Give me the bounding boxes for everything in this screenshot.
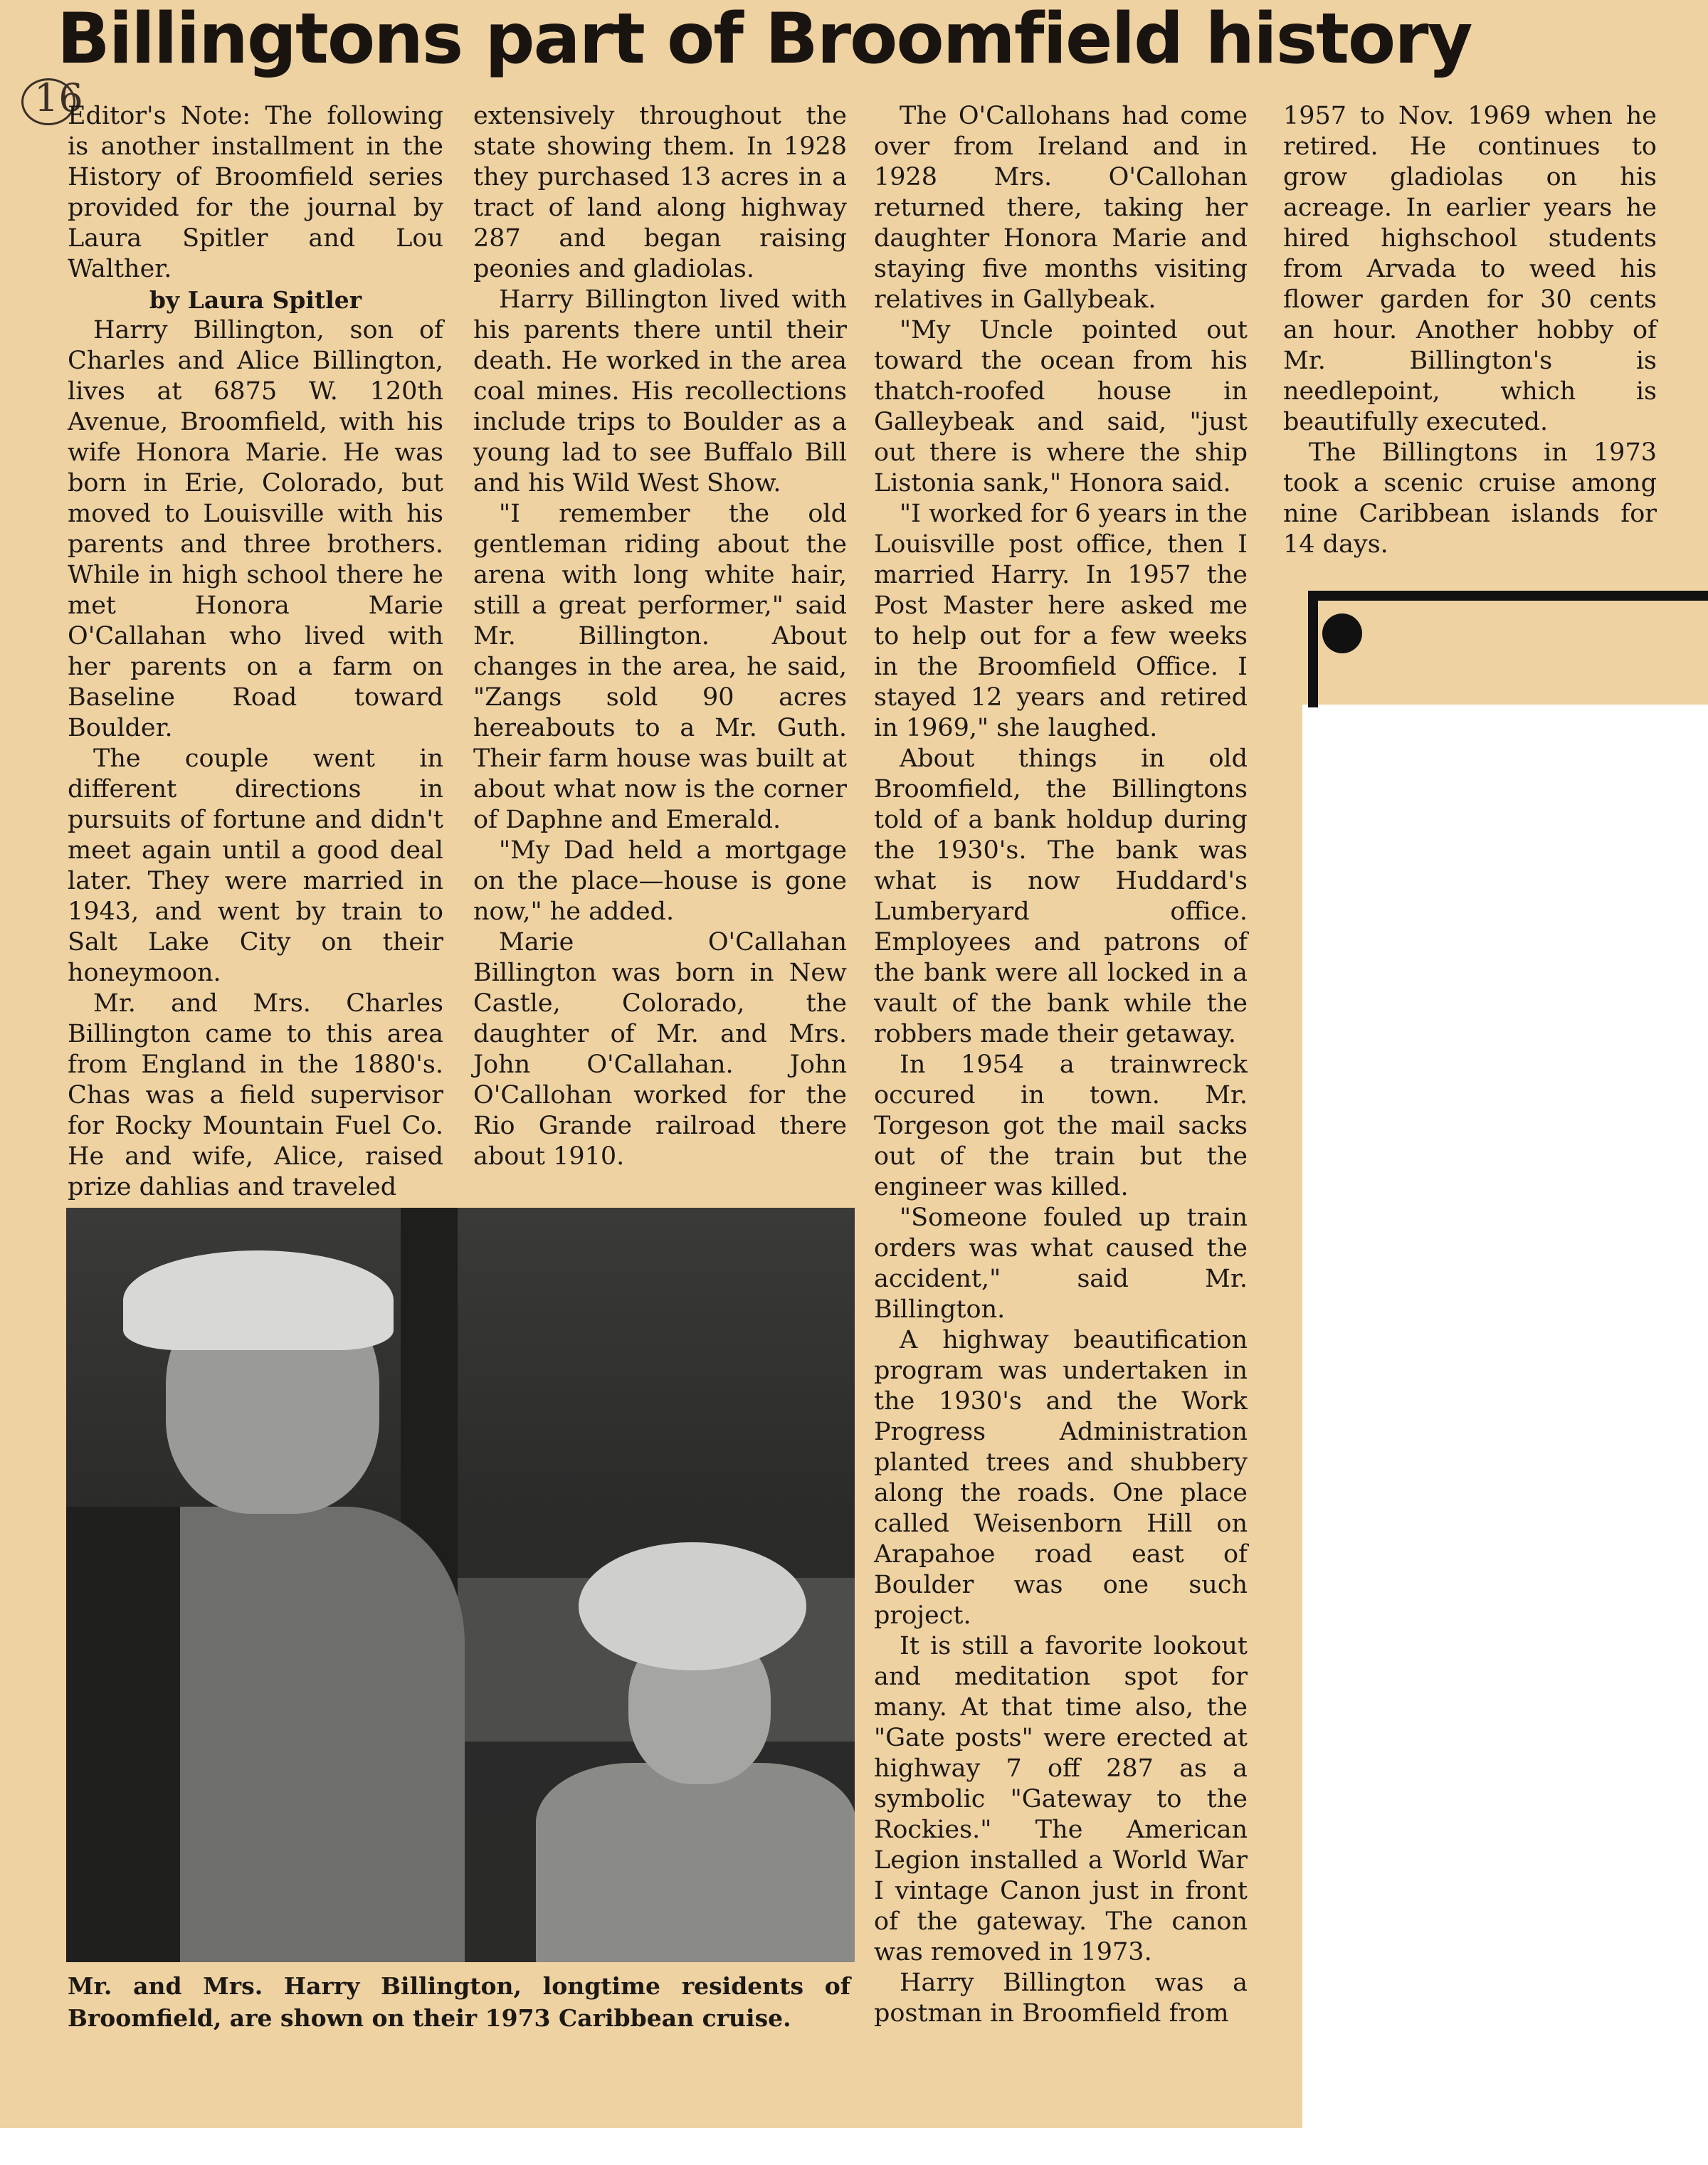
paragraph: "I worked for 6 years in the Louisville post office, then I married Harry. In 1957 the Post Master here asked me to help out for a few weeks in the Broomfield Office. I stayed 12 years and retired in 1969," she laughed. (874, 500, 1248, 742)
photo-caption: Mr. and Mrs. Harry Billington, longtime residents of Broomfield, are shown on their 1973 Caribbean cruise. (68, 1972, 850, 2032)
paragraph: Harry Billington, son of Charles and Alice Billington, lives at 6875 W. 120th Avenue, Broomfield, with his wife Honora Marie. He was born in Erie, Colorado, but moved to Louisville with his parents and three brothers. While in high school there he met Honora Marie O'Callahan who lived with her parents on a farm on Baseline Road toward Boulder. (68, 316, 443, 742)
byline: by Laura Spitler (149, 286, 362, 314)
scan-margin (0, 2128, 1302, 2165)
paragraph: "I remember the old gentleman riding about the arena with long white hair, still a great performer," said Mr. Billington. About changes in the area, he said, "Zangs sold 90 acres hereabouts to a Mr. Guth. Their farm house was built at about what now is the corner of Daphne and Emerald. (473, 500, 847, 834)
paragraph: The Billingtons in 1973 took a scenic cruise among nine Caribbean islands for 14 days. (1283, 438, 1657, 559)
photo-man-jacket (66, 1507, 180, 1962)
paragraph: "Someone fouled up train orders was what caused the accident," said Mr. Billington. (874, 1203, 1248, 1324)
paragraph: Marie O'Callahan Billington was born in New Castle, Colorado, the daughter of Mr. and Mrs. John O'Callahan. John O'Callohan worked for the Rio Grande railroad there about 1910. (473, 928, 847, 1171)
editors-note: Editor's Note: The following is another installment in the History of Broomfield series provided for the journal by Laura Spitler and Lou Walther. (68, 102, 443, 283)
paragraph: 1957 to Nov. 1969 when he retired. He continues to grow gladiolas on his acreage. In earlier years he hired highschool students from Arvada to weed his flower garden for 30 cents an hour. Another hobby of Mr. Billington's is needlepoint, which is beautifully executed. (1283, 102, 1657, 436)
page-number: 16 (34, 75, 83, 120)
paragraph: Mr. and Mrs. Charles Billington came to this area from England in the 1880's. Chas was a field supervisor for Rocky Mountain Fuel Co. He and wife, Alice, raised prize dahlias and traveled (68, 989, 443, 1201)
paragraph: A highway beautification program was undertaken in the 1930's and the Work Progress Administration planted trees and shubbery along the roads. One place called Weisenborn Hill on Arapahoe road east of Boulder was one such project. (874, 1326, 1248, 1630)
photo-woman-hat (579, 1542, 806, 1670)
paragraph: Harry Billington was a postman in Broomfield from (874, 1969, 1248, 2028)
paragraph: The O'Callohans had come over from Ireland and in 1928 Mrs. O'Callohan returned there, taking her daughter Honora Marie and staying five months visiting relatives in Gallybeak. (874, 102, 1248, 314)
article-column-3 (874, 101, 1248, 2029)
adjacent-article-border (1308, 591, 1708, 707)
couple-photo (66, 1208, 855, 1962)
photo-man-cap (123, 1250, 394, 1350)
paragraph: About things in old Broomfield, the Billingtons told of a bank holdup during the 1930's. The bank was what is now Huddard's Lumberyard office. Employees and patrons of the bank were all locked in a vault of the bank while the robbers made their getaway. (874, 744, 1248, 1048)
article-column-1 (68, 101, 443, 1203)
bullet-dot-icon (1322, 613, 1362, 653)
photo-woman-body (536, 1763, 855, 1962)
paragraph: Harry Billington lived with his parents there until their death. He worked in the area coal mines. His recollections include trips to Boulder as a young lad to see Buffalo Bill and his Wild West Show. (473, 285, 847, 497)
paragraph: It is still a favorite lookout and meditation spot for many. At that time also, the "Gate posts" were erected at highway 7 off 287 as a symbolic "Gateway to the Rockies." The American Legion installed a World War I vintage Canon just in front of the gateway. The canon was removed in 1973. (874, 1632, 1248, 1966)
paragraph: "My Dad held a mortgage on the place—house is gone now," he added. (473, 836, 847, 926)
paragraph: "My Uncle pointed out toward the ocean from his thatch-roofed house in Galleybeak and said, "just out there is where the ship Listonia sank," Honora said. (874, 316, 1248, 497)
headline: Billingtons part of Broomfield history (57, 0, 1472, 80)
article-column-2 (473, 101, 847, 1172)
paragraph: The couple went in different directions in pursuits of fortune and didn't meet again until a good deal later. They were married in 1943, and went by train to Salt Lake City on their honeymoon. (68, 744, 443, 987)
paragraph: In 1954 a trainwreck occured in town. Mr. Torgeson got the mail sacks out of the train but the engineer was killed. (874, 1050, 1248, 1201)
article-column-4 (1283, 101, 1657, 560)
paragraph: extensively throughout the state showing them. In 1928 they purchased 13 acres in a tract of land along highway 287 and began raising peonies and gladiolas. (473, 102, 847, 283)
clipping-cut-edge (1302, 705, 1708, 2165)
